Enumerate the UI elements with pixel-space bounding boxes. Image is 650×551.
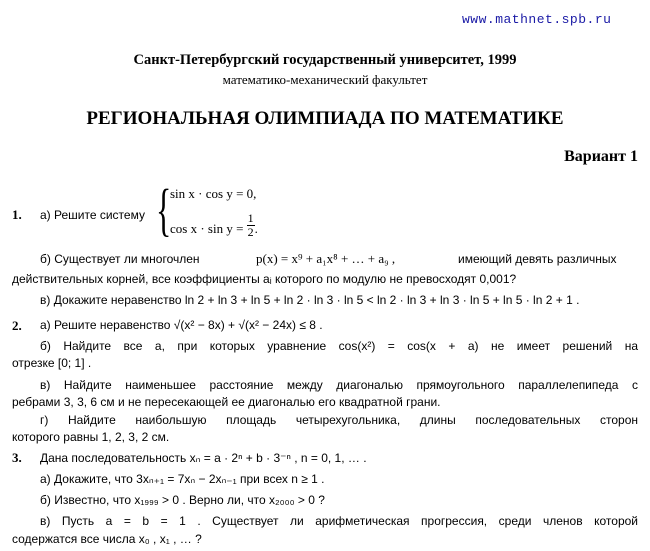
problem-2-number: 2. [12,318,22,333]
system-brace: { [156,177,172,242]
variant-label: Вариант 1 [564,148,638,165]
problem-2c-line2: ребрами 3, 3, 6 см и не пересекающей ее диагональю его квадратной грани. [12,395,441,409]
system-equation-2-left: cos x · sin y = [170,221,244,236]
problem-2d-line2: которого равны 1, 2, 3, 2 см. [12,430,170,444]
problem-2d-line1: г) Найдите наибольшую площадь четырехугольника, длины последовательных сторон [40,413,638,427]
problem-2b-line2: отрезке [0; 1] . [12,356,92,370]
problem-3c-line2: содержатся все числа x₀ , x₁ , … ? [12,532,202,546]
faculty-subheading: математико-механический факультет [222,72,428,87]
problem-1-number: 1. [12,207,22,222]
system-equation-2: cos x · sin y = $\frac{1}{2}$ . [170,210,258,239]
problem-1b-line2: действительных корней, все коэффициенты aᵢ которого по модулю не превосходят 0,001? [12,272,517,286]
problem-3-intro: Дана последовательность xₙ = a · 2ⁿ + b · 3⁻ⁿ , n = 0, 1, … . [40,451,367,465]
problem-2a: а) Решите неравенство √(x² − 8x) + √(x² − 24x) ≤ 8 . [40,318,323,332]
system-equation-1: sin x · cos y = 0, [170,186,257,201]
fraction-denominator: 2 [247,224,254,239]
problem-1a-intro: а) Решите систему [40,208,145,222]
problem-3-number: 3. [12,450,22,465]
problem-1b-start: б) Существует ли многочлен [40,252,200,266]
university-heading: Санкт-Петербургский государственный университет, 1999 [133,52,517,68]
problem-3a: а) Докажите, что 3xₙ₊₁ = 7xₙ − 2xₙ₋₁ при всех n ≥ 1 . [40,472,325,486]
problem-1c: в) Докажите неравенство ln 2 + ln 3 + ln 5 + ln 2 · ln 3 · ln 5 < ln 2 · ln 3 + ln 3 · ln 5 + ln 5 · ln 2 + 1 . [40,293,580,307]
problem-2b-line1: б) Найдите все a, при которых уравнение cos(x²) = cos(x + a) не имеет решений на [40,339,638,353]
problem-3b: б) Известно, что x₁₉₉₉ > 0 . Верно ли, что x₂₀₀₀ > 0 ? [40,493,325,507]
source-url[interactable]: www.mathnet.spb.ru [462,12,612,27]
fraction-numerator: 1 [247,210,254,225]
problem-1b-polynomial: p(x) = x⁹ + a₁x⁸ + … + a₉ , [256,251,396,266]
olympiad-title: РЕГИОНАЛЬНАЯ ОЛИМПИАДА ПО МАТЕМАТИКЕ [86,108,564,129]
problem-3c-line1: в) Пусть a = b = 1 . Существует ли арифметическая прогрессия, среди членов которой [40,514,638,528]
problem-1b-end: имеющий девять различных [458,252,617,266]
fraction-one-half [247,212,255,239]
problem-2c-line1: в) Найдите наименьшее расстояние между диагональю прямоугольного параллелепипеда с [40,378,638,392]
